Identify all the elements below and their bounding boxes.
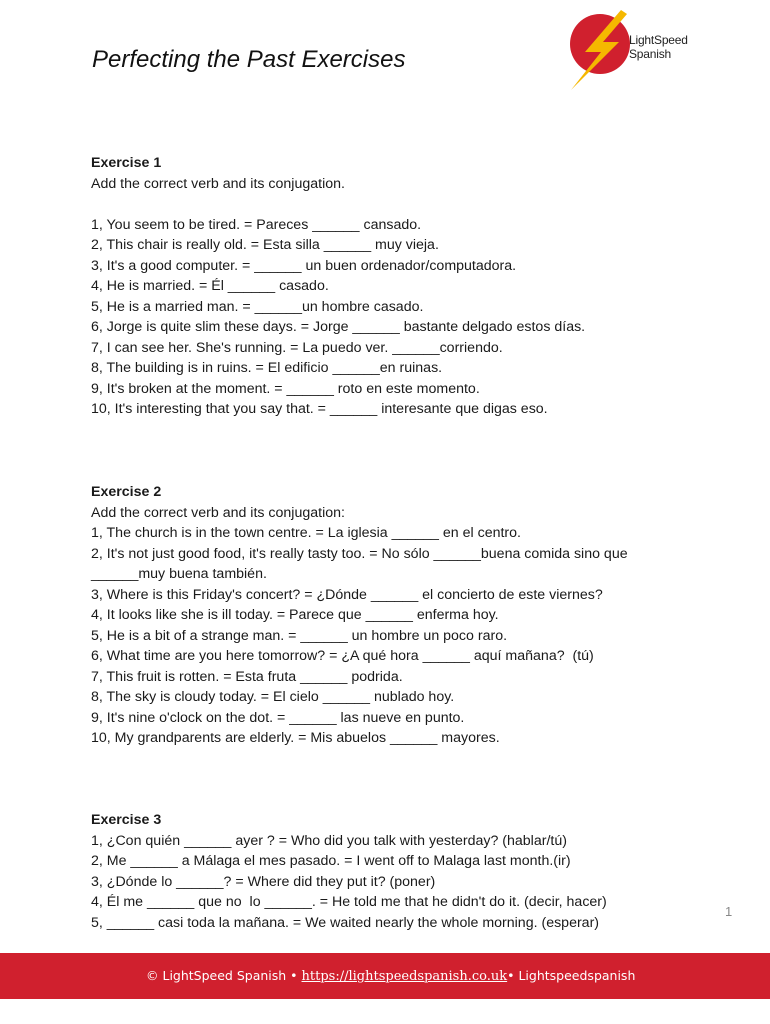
footer-bar [0,953,770,999]
list-item: 2, Me ______ a Málaga el mes pasado. = I went off to Malaga last month.(ir) [91,853,571,869]
list-item: 1, You seem to be tired. = Pareces ______ cansado. [91,216,422,233]
logo-text-line1: LightSpeed [629,33,688,47]
list-item: 2, This chair is really old. = Esta silla ______ muy vieja. [91,237,439,253]
list-item: 8, The sky is cloudy today. = El cielo ______ nublado hoy. [91,689,455,705]
list-item: 10, It's interesting that you say that. = ______ interesante que digas eso. [91,401,548,417]
exercise-1-section [91,153,585,420]
website-link[interactable]: https://lightspeedspanish.co.uk [301,969,508,984]
list-item: 6, Jorge is quite slim these days. = Jorge ______ bastante delgado estos días. [91,319,586,335]
list-item: 5, ______ casi toda la mañana. = We waited nearly the whole morning. (esperar) [91,914,600,931]
list-item: 4, Él me ______ que no lo ______. = He told me that he didn't do it. (decir, hacer) [91,894,607,910]
document-title: Perfecting the Past Exercises [92,46,406,73]
list-item: 3, ¿Dónde lo ______? = Where did they put it? (poner) [91,873,436,890]
list-item: 5, He is a married man. = ______un hombre casado. [91,298,424,315]
list-item: 3, It's a good computer. = ______ un buen ordenador/computadora. [91,257,517,274]
list-item: 9, It's broken at the moment. = ______ roto en este momento. [91,380,480,397]
exercise-3-heading: Exercise 3 [91,812,162,828]
exercise-2-heading: Exercise 2 [91,484,162,500]
footer-social: • Lightspeedspanish [507,968,636,983]
list-item: 7, This fruit is rotten. = Esta fruta ______ podrida. [91,668,403,685]
exercise-2-section [91,482,628,749]
list-item: ______muy buena también. [91,566,267,582]
list-item: 7, I can see her. She's running. = La puedo ver. ______corriendo. [91,339,503,356]
exercise-1-heading: Exercise 1 [91,155,162,171]
list-item: 5, He is a bit of a strange man. = ______ un hombre un poco raro. [91,627,508,644]
list-item: 10, My grandparents are elderly. = Mis abuelos ______ mayores. [91,730,500,746]
lightning-bolt-icon [565,8,635,92]
exercise-3-section [91,810,607,933]
exercise-1-instruction: Add the correct verb and its conjugation. [91,175,345,192]
list-item: 2, It's not just good food, it's really tasty too. = No sólo ______buena comida sino que [91,545,628,562]
list-item: 4, It looks like she is ill today. = Parece que ______ enferma hoy. [91,607,499,623]
page-number: 1 [725,904,733,919]
exercise-2-instruction: Add the correct verb and its conjugation: [91,504,345,521]
list-item: 6, What time are you here tomorrow? = ¿A qué hora ______ aquí mañana? (tú) [91,648,594,664]
list-item: 3, Where is this Friday's concert? = ¿Dónde ______ el concierto de este viernes? [91,586,603,603]
footer-copyright: © LightSpeed Spanish • [146,968,302,983]
list-item: 8, The building is in ruins. = El edificio ______en ruinas. [91,360,443,376]
footer-content [146,953,635,1000]
list-item: 1, ¿Con quién ______ ayer ? = Who did you talk with yesterday? (hablar/tú) [91,832,567,849]
lightspeed-logo [565,8,695,92]
list-item: 4, He is married. = Él ______ casado. [91,278,329,294]
list-item: 9, It's nine o'clock on the dot. = ______ las nueve en punto. [91,709,465,726]
logo-text-line2: Spanish [629,47,671,61]
list-item: 1, The church is in the town centre. = La iglesia ______ en el centro. [91,525,521,541]
